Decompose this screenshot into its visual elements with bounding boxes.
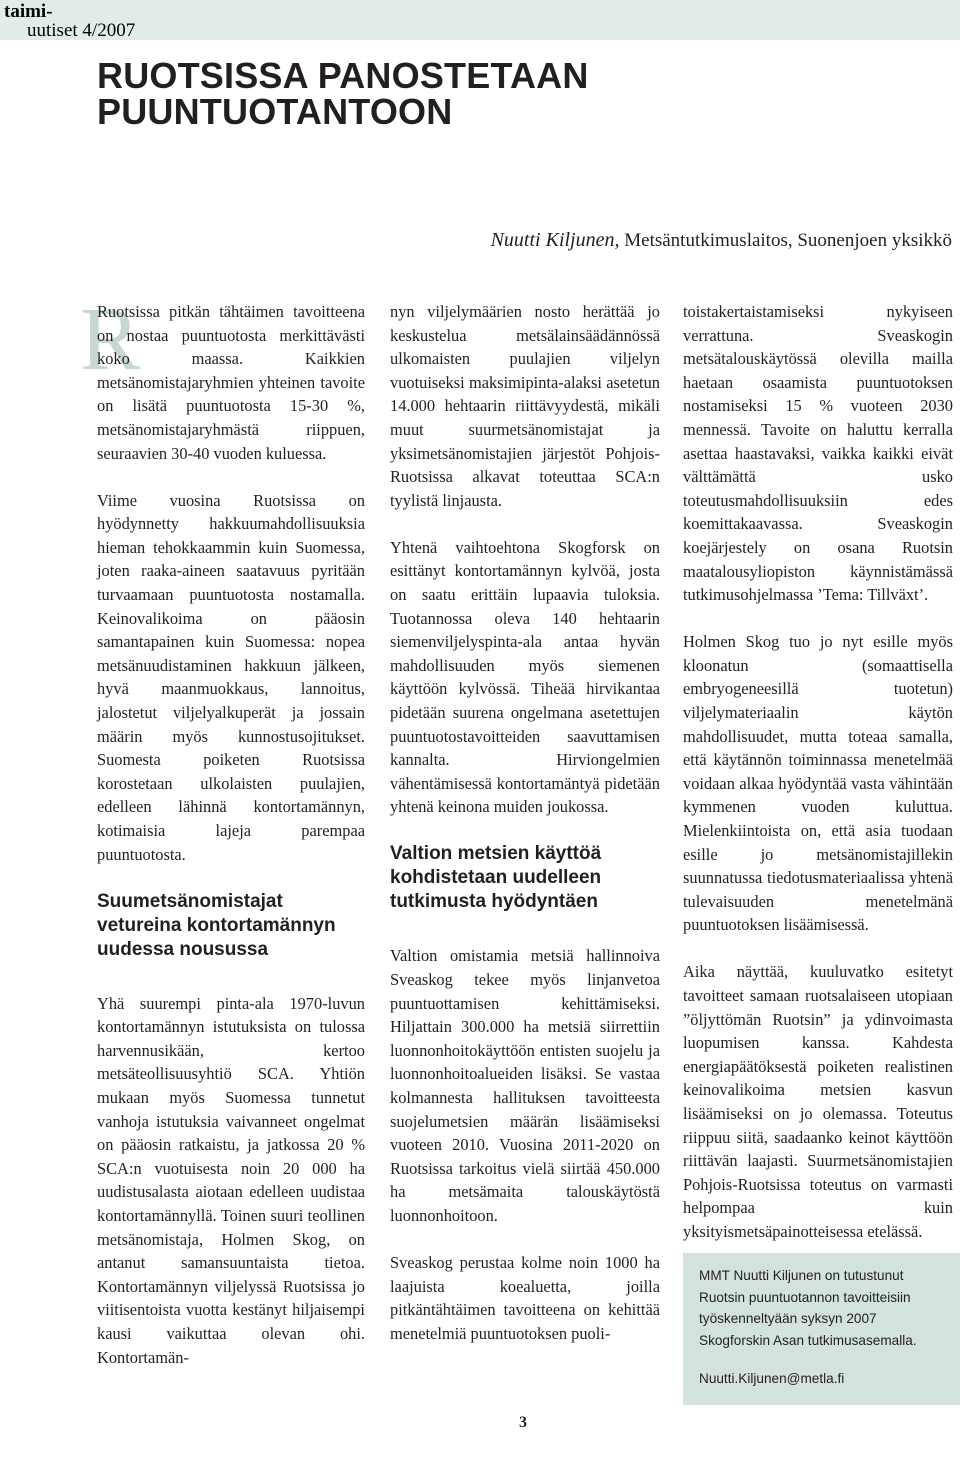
publication-issue: uutiset 4/2007 xyxy=(27,20,136,41)
subheading: Valtion metsien käyttöä kohdistetaan uudelleen tutkimusta hyödyntäen xyxy=(390,843,602,913)
author-info-box xyxy=(683,1253,960,1405)
subheading: Suumetsänomistajat vetureina kontortamännyn uudessa nousussa xyxy=(97,890,336,960)
drop-cap: R xyxy=(80,290,141,389)
paragraph: Viime vuosina Ruotsissa on hyödynnetty hakkuumahdollisuuksia hieman tehokkaammin kuin Suomessa, joten raaka-aineen saatavuus pyritään turvaamaan puuntuotosta nostamalla. Keinovalikoima on pääosin samantapainen kuin Suomessa: nopea metsänuudistaminen hakkuun jälkeen, hyvä maanmuokkaus, lannoitus, jalostetut viljelyalkuperät ja jossain määrin myös kunnostusojitukset. Suomesta poiketen Ruotsissa korostetaan ulkolaisten puulajien, edelleen lähinnä kontortamännyn, kotimaisia lajeja parempaa puuntuotosta. xyxy=(97,490,365,864)
author-email[interactable]: Nuutti.Kiljunen@metla.fi xyxy=(699,1371,845,1386)
paragraph: Ruotsissa pitkän tähtäimen tavoitteena on nostaa puuntuotosta merkittävästi koko maassa. Kaikkien metsänomistajaryhmien yhteinen tavoite on lisätä puuntuotosta 15-30 %, metsänomistajaryhmästä riippuen, seuraavien 30-40 vuoden kuluessa. xyxy=(97,302,365,463)
column-3 xyxy=(683,300,953,1267)
publication-masthead xyxy=(4,2,135,40)
paragraph: toistakertaistamiseksi nykyiseen verrattuna. Sveaskogin metsätalouskäytössä olevilla mailla haetaan osaamista puuntuotoksen nostamiseksi 15 % vuoteen 2030 mennessä. Tavoite on haluttu kerralla asettaa haastavaksi, vaikka kaikki eivät välttämättä usko toteutusmahdollisuuksiin edes koemittakaavassa. Sveaskogin koejärjestely on osana Ruotsin maatalousyliopiston käynnistämässä tutkimusohjelmassa ’Tema: Tillväxt’. xyxy=(683,302,953,605)
article-title-line-1: RUOTSISSA PANOSTETAAN xyxy=(97,55,589,96)
article-title xyxy=(97,55,589,132)
author-bio: MMT Nuutti Kiljunen on tutustunut Ruotsin puuntuotannon tavoitteisiin työskenneltyään syksyn 2007 Skogforskin Asan tutkimusasemalla. xyxy=(699,1268,917,1348)
paragraph: Sveaskog perustaa kolme noin 1000 ha laajuista koealuetta, joilla pitkäntähtäimen tavoitteena on kehittää menetelmiä puuntuotoksen puoli- xyxy=(390,1253,660,1343)
paragraph: Holmen Skog tuo jo nyt esille myös kloonatun (somaattisella embryogeneesillä tuotetun) viljelymateriaalin käytön mahdollisuudet, mutta toteaa samalla, että käytännön toiminnassa menetelmää voidaan alkaa hyödyntää vasta vähintään kymmenen vuoden kuluttua. Mielenkiintoista on, että asia tuodaan esille jo metsänomistajillekin suunnatussa tiedotusmateriaalissa yhtenä tulevaisuuden menetelmänä puuntuotoksen lisäämisessä. xyxy=(683,632,953,935)
header-band xyxy=(0,0,960,40)
paragraph: Yhtenä vaihtoehtona Skogforsk on esittänyt kontortamännyn kylvöä, josta on saatu erittäin lupaavia tuloksia. Tuotannossa oleva 140 hehtaarin siemenviljelyspinta-ala antaa hyvän mahdollisuuden myös siemenen käyttöön kylvössä. Tiheää hirvikantaa pidetään suurena ongelmana asetettujen puuntuotostavoitteiden saavuttamisen kannalta. Hirviongelmien vähentämisessä kontortamäntyä pidetään yhtenä keinona muiden joukossa. xyxy=(390,537,660,817)
publication-name: taimi- xyxy=(4,1,53,22)
paragraph: Aika näyttää, kuuluvatko esitetyt tavoitteet samaan ruotsalaiseen utopiaan ”öljyttömän Ruotsin” ja ydinvoimasta luopumisen kanssa. Kahdesta energiapäätöksestä poiketen realistinen keinovalikoima metsien kasvun lisäämiseksi on jo olemassa. Toteutus riippuu siitä, saadaanko keinot käyttöön riittävän laajasti. Suurmetsänomistajien Pohjois-Ruotsissa toteutus on varmasti helpompaa kuin yksityismetsäpainotteisessa etelässä. xyxy=(683,962,953,1241)
column-1 xyxy=(97,300,365,1393)
article-title-line-2: PUUNTUOTANTOON xyxy=(97,91,453,132)
byline xyxy=(491,229,952,252)
paragraph: Yhä suurempi pinta-ala 1970-luvun kontortamännyn istutuksista on tulossa harvennusikään, kertoo metsäteollisuusyhtiö SCA. Yhtiön mukaan myös Suomessa tunnetut vanhoja istutuksia vaivanneet ongelmat on pääosin ratkaistu, ja jatkossa 20 % SCA:n vuotuisesta noin 20 000 ha uudistusalasta aiotaan edelleen uudistaa kontortamännyllä. Toinen suuri teollinen metsänomistaja, Holmen Skog, on antanut samansuuntaista tietoa. Kontortamännyn viljelyssä Ruotsissa jo viitisentoista vuotta kestänyt hiljaisempi kausi vaikuttaa olevan ohi. Kontortamän- xyxy=(97,993,365,1367)
paragraph: Valtion omistamia metsiä hallinnoiva Sveaskog tekee myös linjanvetoa puuntuottamisen kehittämiseksi. Hiljattain 300.000 ha metsiä siirrettiin luonnonhoitokäyttöön entisten suojelu ja luonnonhoitoalueiden lisäksi. Se vastaa kolmannesta hallituksen tavoitteesta suojelumetsien määrän lisäämiseksi vuoteen 2010. Vuosina 2011-2020 on Ruotsissa tarkoitus vielä siirtää 450.000 ha metsämaita talouskäytöstä luonnonhoitoon. xyxy=(390,946,660,1225)
paragraph: nyn viljelymäärien nosto herättää jo keskustelua metsälainsäädännössä ulkomaisten puulajien viljelyn vuotuiseksi maksimipinta-alaksi asetetun 14.000 hehtaarin riittävyydestä, mikäli muut suurmetsänomistajat ja yksimetsänomistajien järjestöt Pohjois-Ruotsissa alkavat toteuttaa SCA:n tyylistä linjausta. xyxy=(390,302,660,510)
author-name: Nuutti Kiljunen, xyxy=(490,229,620,251)
author-affiliation: Metsäntutkimuslaitos, Suonenjoen yksikkö xyxy=(624,230,952,251)
page-number: 3 xyxy=(519,1414,527,1431)
column-2 xyxy=(390,300,660,1369)
